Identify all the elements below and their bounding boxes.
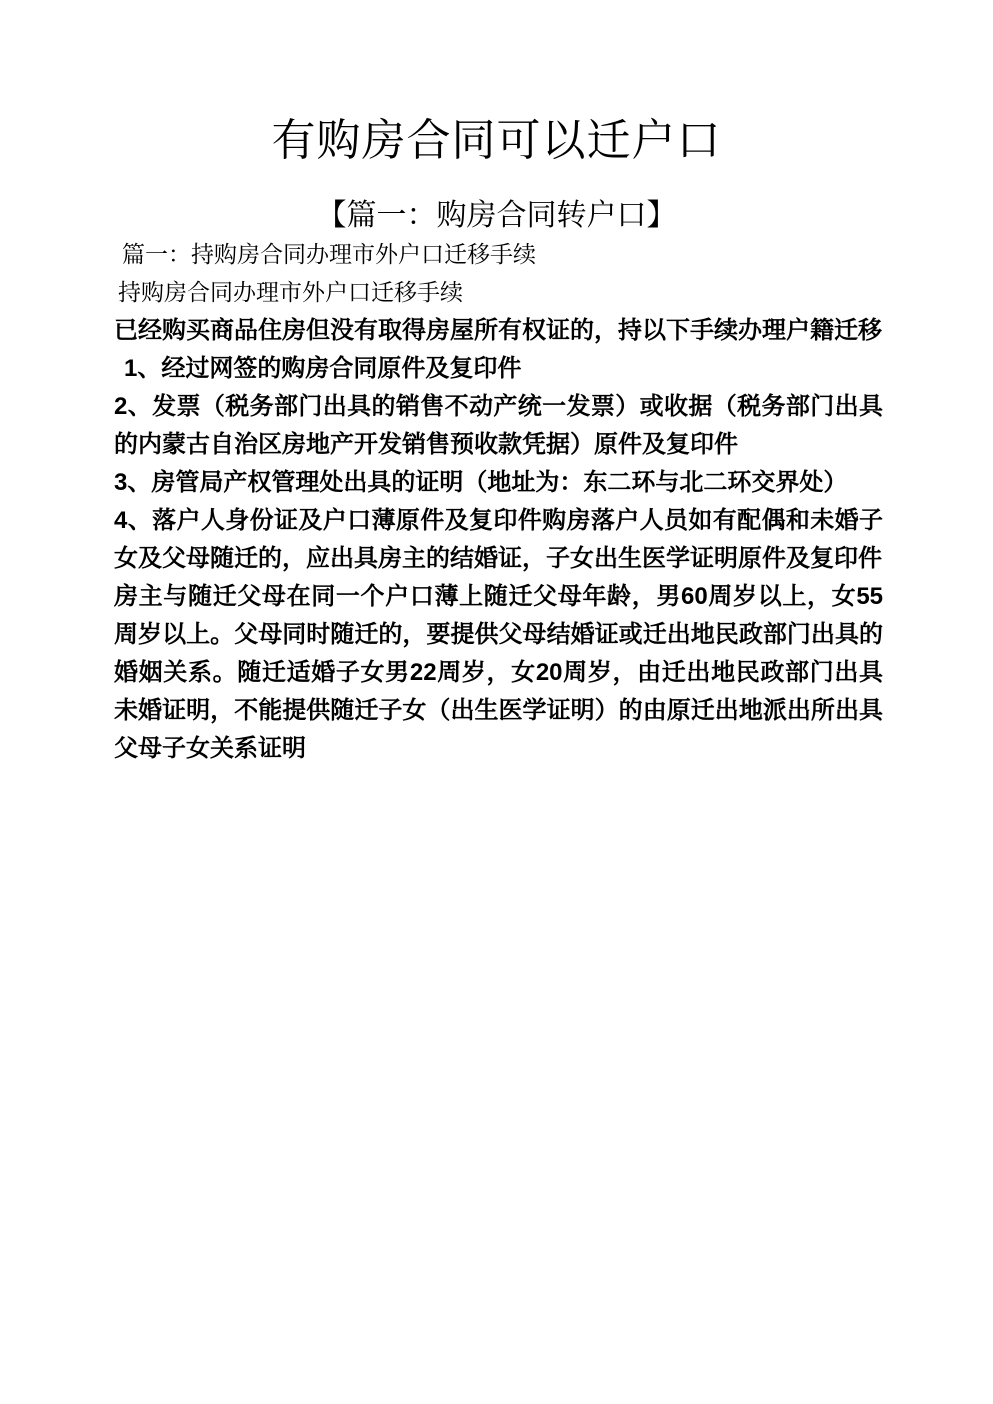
document-title: 有购房合同可以迁户口: [271, 116, 722, 165]
section-subheading: 持购房合同办理市外户口迁移手续: [118, 280, 463, 305]
list-item-4-number: 4: [114, 507, 128, 534]
list-item-3-number: 3: [114, 469, 128, 496]
list-item-4-text: 落户人身份证及户口薄原件及复印件购房落户人员如有配偶和未婚子女及父母随迁的，应出具房主的结婚证，子女出生医学证明原件及复印件: [114, 508, 884, 572]
closing-age-male-child: 22: [409, 659, 437, 686]
closing-run-text: 周岁以上，女: [707, 584, 857, 610]
list-item-1: [114, 350, 883, 388]
list-item-2: [114, 388, 883, 464]
closing-age-female-parent: 55: [856, 583, 884, 610]
closing-age-female-child: 20: [535, 659, 563, 686]
list-item-2-text: 发票（税务部门出具的销售不动产统一发票）或收据（税务部门出具的内蒙古自治区房地产开发销售预收款凭据）原件及复印件: [114, 394, 884, 458]
closing-age-male-parent: 60: [681, 583, 708, 610]
closing-run-text: 周岁，女: [436, 660, 536, 686]
closing-paragraph: [114, 578, 883, 768]
list-item-3: [114, 464, 883, 502]
list-item-3-separator: 、: [127, 470, 152, 496]
document-body: [0, 236, 993, 768]
document-subtitle: 【篇一：购房合同转户口】: [316, 199, 677, 232]
intro-paragraph: 已经购买商品住房但没有取得房屋所有权证的，持以下手续办理户籍迁移: [114, 318, 882, 344]
list-item-1-text: 经过网签的购房合同原件及复印件: [161, 356, 522, 382]
list-item-4-separator: 、: [127, 508, 153, 534]
list-item-2-separator: 、: [127, 394, 153, 420]
closing-run-text: 周岁，由迁出地民政部门出具未婚证明，不能提供随迁子女（出生医学证明）的由原迁出地派出所出具父母子女关系证明: [114, 660, 884, 762]
list-item-1-number: 1: [124, 355, 138, 382]
closing-run-text: 房主与随迁父母在同一个户口薄上随迁父母年龄，男: [114, 584, 682, 610]
section-heading: 篇一：持购房合同办理市外户口迁移手续: [122, 242, 536, 267]
list-item-1-separator: 、: [137, 356, 162, 382]
list-item-3-text: 房管局产权管理处出具的证明（地址为：东二环与北二环交界处）: [151, 470, 848, 496]
closing-run-text: 周岁以上。父母同时随迁的，要提供父母结婚证或迁出地民政部门出具的婚姻关系。随迁适婚子女男: [114, 622, 883, 686]
list-item-4: [114, 502, 883, 578]
list-item-2-number: 2: [114, 393, 128, 420]
